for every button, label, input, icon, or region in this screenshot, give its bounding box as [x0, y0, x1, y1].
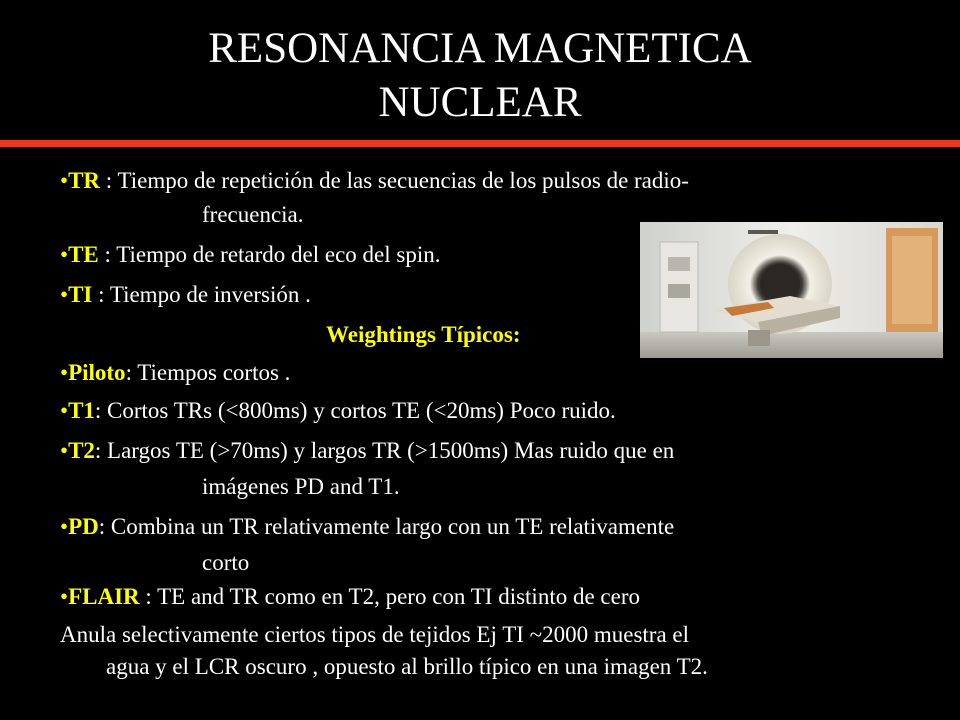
- flair-definition: : TE and TR como en T2, pero con TI distinto de cero: [139, 584, 640, 609]
- slide-title: [0, 22, 960, 130]
- ti-definition: : Tiempo de inversión .: [92, 282, 311, 307]
- pd-definition: : Combina un TR relativamente largo con un TE relativamente: [98, 514, 675, 539]
- piloto-definition: : Tiempos cortos .: [125, 360, 291, 385]
- item-flair: [60, 582, 640, 612]
- item-tr-continued: frecuencia.: [202, 202, 304, 227]
- term-pd: PD: [68, 514, 99, 539]
- weightings-heading: Weightings Típicos:: [326, 322, 521, 347]
- term-te: TE: [68, 242, 99, 267]
- title-divider: [0, 140, 960, 147]
- title-line-2: NUCLEAR: [378, 79, 582, 126]
- bullet: •: [60, 360, 69, 385]
- t1-definition: : Cortos TRs (<800ms) y cortos TE (<20ms) Poco ruido.: [94, 398, 616, 423]
- t2-definition: : Largos TE (>70ms) y largos TR (>1500ms) Mas ruido que en: [94, 438, 675, 463]
- bullet: •: [60, 398, 69, 423]
- bullet: •: [60, 438, 69, 463]
- term-tr: TR: [68, 168, 101, 193]
- anula-line-1: Anula selectivamente ciertos tipos de tejidos Ej TI ~2000 muestra el: [60, 622, 690, 647]
- item-pd: [60, 512, 674, 542]
- term-flair: FLAIR: [68, 584, 140, 609]
- anula-line-2: agua y el LCR oscuro , opuesto al brillo típico en una imagen T2.: [106, 654, 708, 679]
- bullet: •: [60, 514, 69, 539]
- te-definition: : Tiempo de retardo del eco del spin.: [98, 242, 441, 267]
- item-piloto: [60, 358, 290, 388]
- tr-definition: : Tiempo de repetición de las secuencias de los pulsos de radio-: [100, 168, 689, 193]
- term-ti: TI: [68, 282, 93, 307]
- bullet: •: [60, 584, 69, 609]
- term-t1: T1: [68, 398, 95, 423]
- item-t2: [60, 436, 674, 466]
- item-ti: [60, 280, 311, 310]
- item-tr: [60, 166, 689, 196]
- bullet: •: [60, 168, 69, 193]
- mri-scanner-image: [640, 222, 943, 358]
- item-te: [60, 240, 441, 270]
- item-t1: [60, 396, 616, 426]
- bullet: •: [60, 242, 69, 267]
- item-pd-continued: corto: [202, 550, 250, 575]
- term-piloto: Piloto: [68, 360, 126, 385]
- item-t2-continued: imágenes PD and T1.: [202, 474, 400, 499]
- bullet: •: [60, 282, 69, 307]
- term-t2: T2: [68, 438, 95, 463]
- title-line-1: RESONANCIA MAGNETICA: [208, 25, 752, 72]
